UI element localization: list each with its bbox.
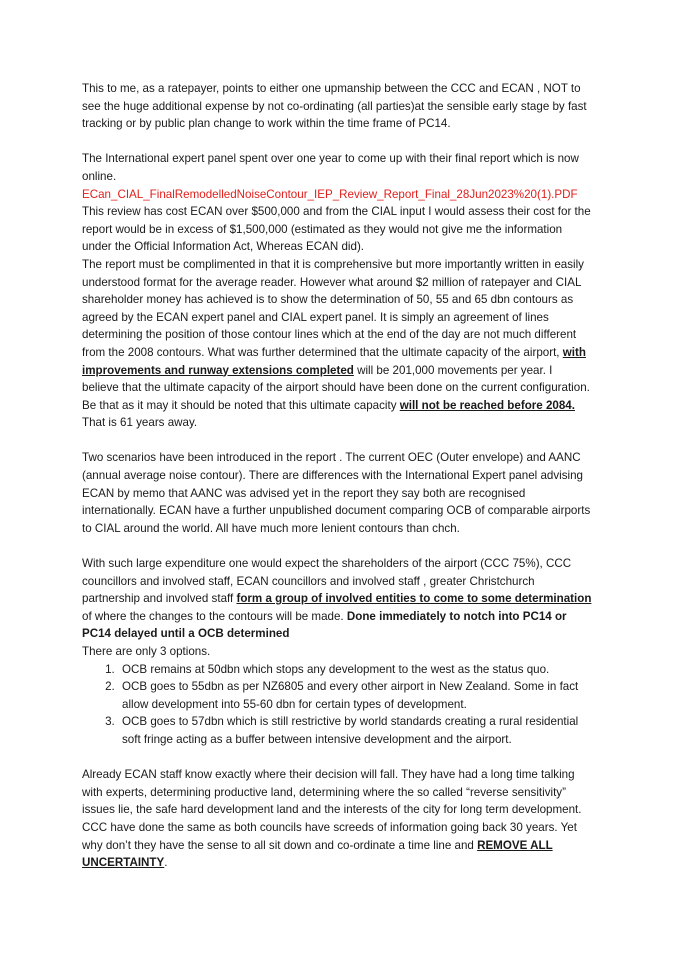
text: With such large expenditure one would expect the shareholders of the airport (CCC 75%), CCC councillors and involved staff, ECAN councillors and involved staff , greater Christchurch partnership and involved staff: [82, 557, 572, 606]
options-list: [82, 661, 592, 749]
paragraph-scenarios: Two scenarios have been introduced in the report . The current OEC (Outer envelope) and AANC (annual average noise contour). There are differences with the International Expert panel advising ECAN by memo that AANC was advised yet in the report they say both are recognised internationally. ECAN have a further unpublished document comparing OCB of comparable airports to CIAL around the world. All have much more lenient contours than chch.: [82, 451, 591, 535]
report-link[interactable]: ECan_CIAL_FinalRemodelledNoiseContour_IEP_Review_Report_Final_28Jun2023%20(1).PDF: [82, 187, 578, 201]
options-intro: There are only 3 options.: [82, 645, 211, 658]
emphasis-text: will not be reached before 2084.: [399, 398, 575, 412]
text: Already ECAN staff know exactly where their decision will fall. They have had a long time talking with experts, determining productive land, determining where the so called “reverse sensitivity” issues lie, the safe hard development land and the interests of the city for long term development. CCC have done the same as both councils have screeds of information going back 30 years. Yet why don’t they have the sense to all sit down and co-ordinate a time line and: [82, 768, 582, 852]
paragraph-expert-panel: [82, 150, 592, 256]
emphasis-text: form a group of involved entities to come to some determination: [236, 592, 592, 606]
paragraph-conclusion: [82, 766, 592, 872]
list-item: 1. OCB remains at 50dbn which stops any development to the west as the status quo.: [118, 661, 592, 679]
text: will be 201,000 movements per year. I believe that the ultimate capacity of the airport should have been done on the current configuration. Be that as it may it should be noted that this ultimate capacity: [82, 363, 590, 412]
emphasis-text: with improvements and runway extensions completed: [82, 345, 586, 377]
document-page: [82, 80, 592, 872]
list-item: 3. OCB goes to 57dbn which is still restrictive by world standards creating a rural residential soft fringe acting as a buffer between intensive development and the airport.: [118, 713, 592, 748]
text: That is 61 years away.: [82, 416, 198, 430]
text: .: [164, 856, 168, 870]
list-item: 2. OCB goes to 55dbn as per NZ6805 and every other airport in New Zealand. Some in fact allow development into 55-60 dbn for certain types of development.: [118, 678, 592, 713]
paragraph-intro: This to me, as a ratepayer, points to either one upmanship between the CCC and ECAN , NOT to see the huge additional expense by not co-ordinating (all parties)at the sensible early stage by fast tracking or by public plan change to work within the time frame of PC14.: [82, 82, 587, 131]
text: This review has cost ECAN over $500,000 and from the CIAL input I would assess their cost for the report would be in excess of $1,500,000 (estimated as they would not give me the information under the Official Information Act, Whereas ECAN did).: [82, 205, 591, 254]
text: The report must be complimented in that it is comprehensive but more importantly written in easily understood format for the average reader. However what around $2 million of ratepayer and CIAL shareholder money has achieved is to show the determination of 50, 55 and 65 dbn contours as agreed by the ECAN expert panel and CIAL expert panel. It is simply an agreement of lines determining the position of those contour lines which at the end of the day are not much different from the 2008 contours. What was further determined that the ultimate capacity of the airport,: [82, 257, 584, 359]
bold-text: Done immediately to notch into PC14 or PC14 delayed until a OCB determined: [82, 609, 567, 641]
text: of where the changes to the contours will be made.: [82, 609, 347, 623]
text: The International expert panel spent over one year to come up with their final report which is now online.: [82, 152, 579, 183]
paragraph-report-review: [82, 256, 592, 432]
paragraph-expenditure: [82, 555, 592, 643]
emphasis-text: REMOVE ALL UNCERTAINTY: [82, 838, 553, 870]
